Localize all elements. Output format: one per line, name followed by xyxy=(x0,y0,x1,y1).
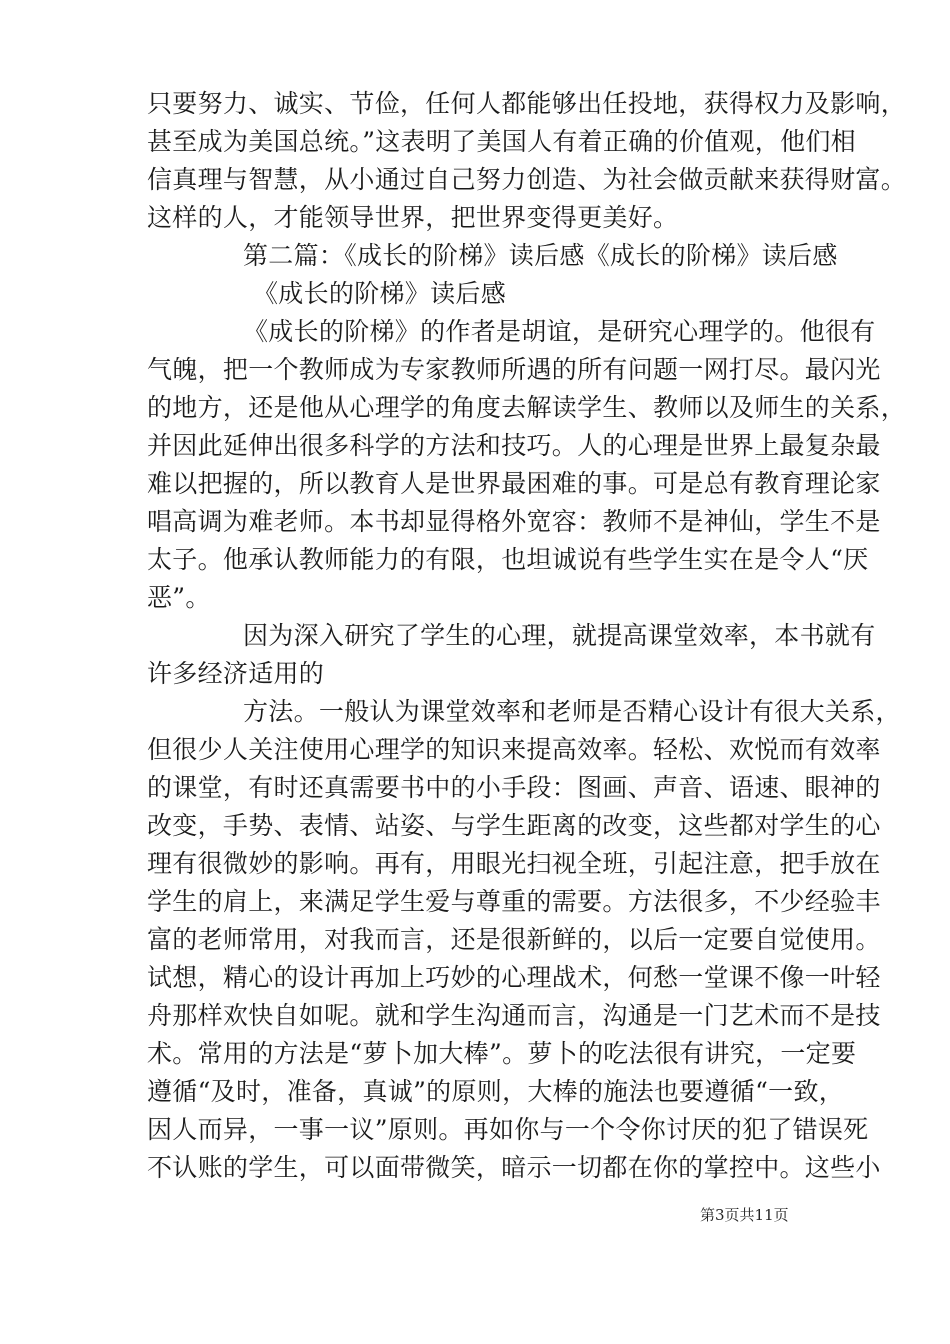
body-line: 但很少人关注使用心理学的知识来提高效率。轻松、欢悦而有效率 xyxy=(147,735,881,764)
article-title: 《成长的阶梯》读后感 xyxy=(253,279,507,308)
page-number-footer: 第3页共11页 xyxy=(700,1206,789,1224)
body-line: 学生的肩上，来满足学生爱与尊重的需要。方法很多，不少经验丰 xyxy=(147,887,881,916)
body-line: 方法。一般认为课堂效率和老师是否精心设计有很大关系， xyxy=(243,697,901,726)
body-line: 因人而异，一事一议”原则。再如你与一个令你讨厌的犯了错误死 xyxy=(147,1115,869,1144)
body-line: 术。常用的方法是“萝卜加大棒”。萝卜的吃法很有讲究，一定要 xyxy=(147,1039,857,1068)
body-line: 遵循“及时，准备，真诚”的原则，大棒的施法也要遵循“一致， xyxy=(147,1077,845,1106)
body-line: 只要努力、诚实、节俭，任何人都能够出任投地，获得权力及影响， xyxy=(147,89,907,118)
body-line: 《成长的阶梯》的作者是胡谊，是研究心理学的。他很有 xyxy=(243,317,876,346)
body-line: 这样的人，才能领导世界，把世界变得更美好。 xyxy=(147,203,679,232)
body-line: 甚至成为美国总统。”这表明了美国人有着正确的价值观，他们相 xyxy=(147,127,856,156)
body-line: 的地方，还是他从心理学的角度去解读学生、教师以及师生的关系， xyxy=(147,393,907,422)
body-line: 许多经济适用的 xyxy=(147,659,325,688)
body-line: 太子。他承认教师能力的有限，也坦诚说有些学生实在是令人“厌 xyxy=(147,545,869,574)
body-line: 不认账的学生，可以面带微笑，暗示一切都在你的掌控中。这些小 xyxy=(147,1153,881,1182)
body-line: 理有很微妙的影响。再有，用眼光扫视全班，引起注意，把手放在 xyxy=(147,849,881,878)
body-line: 信真理与智慧，从小通过自己努力创造、为社会做贡献来获得财富。 xyxy=(147,165,907,194)
body-line: 唱高调为难老师。本书却显得格外宽容：教师不是神仙，学生不是 xyxy=(147,507,881,536)
body-line: 富的老师常用，对我而言，还是很新鲜的，以后一定要自觉使用。 xyxy=(147,925,881,954)
body-line: 气魄，把一个教师成为专家教师所遇的所有问题一网打尽。最闪光 xyxy=(147,355,881,384)
body-line: 的课堂，有时还真需要书中的小手段：图画、声音、语速、眼神的 xyxy=(147,773,881,802)
body-line: 并因此延伸出很多科学的方法和技巧。人的心理是世界上最复杂最 xyxy=(147,431,881,460)
body-line: 试想，精心的设计再加上巧妙的心理战术，何愁一堂课不像一叶轻 xyxy=(147,963,881,992)
body-line: 改变，手势、表情、站姿、与学生距离的改变，这些都对学生的心 xyxy=(147,811,881,840)
body-line: 舟那样欢快自如呢。就和学生沟通而言，沟通是一门艺术而不是技 xyxy=(147,1001,881,1030)
body-line: 恶”。 xyxy=(147,583,211,612)
body-line: 因为深入研究了学生的心理，就提高课堂效率，本书就有 xyxy=(243,621,876,650)
body-line: 难以把握的，所以教育人是世界最困难的事。可是总有教育理论家 xyxy=(147,469,881,498)
section-heading: 第二篇：《成长的阶梯》读后感《成长的阶梯》读后感 xyxy=(243,241,838,270)
